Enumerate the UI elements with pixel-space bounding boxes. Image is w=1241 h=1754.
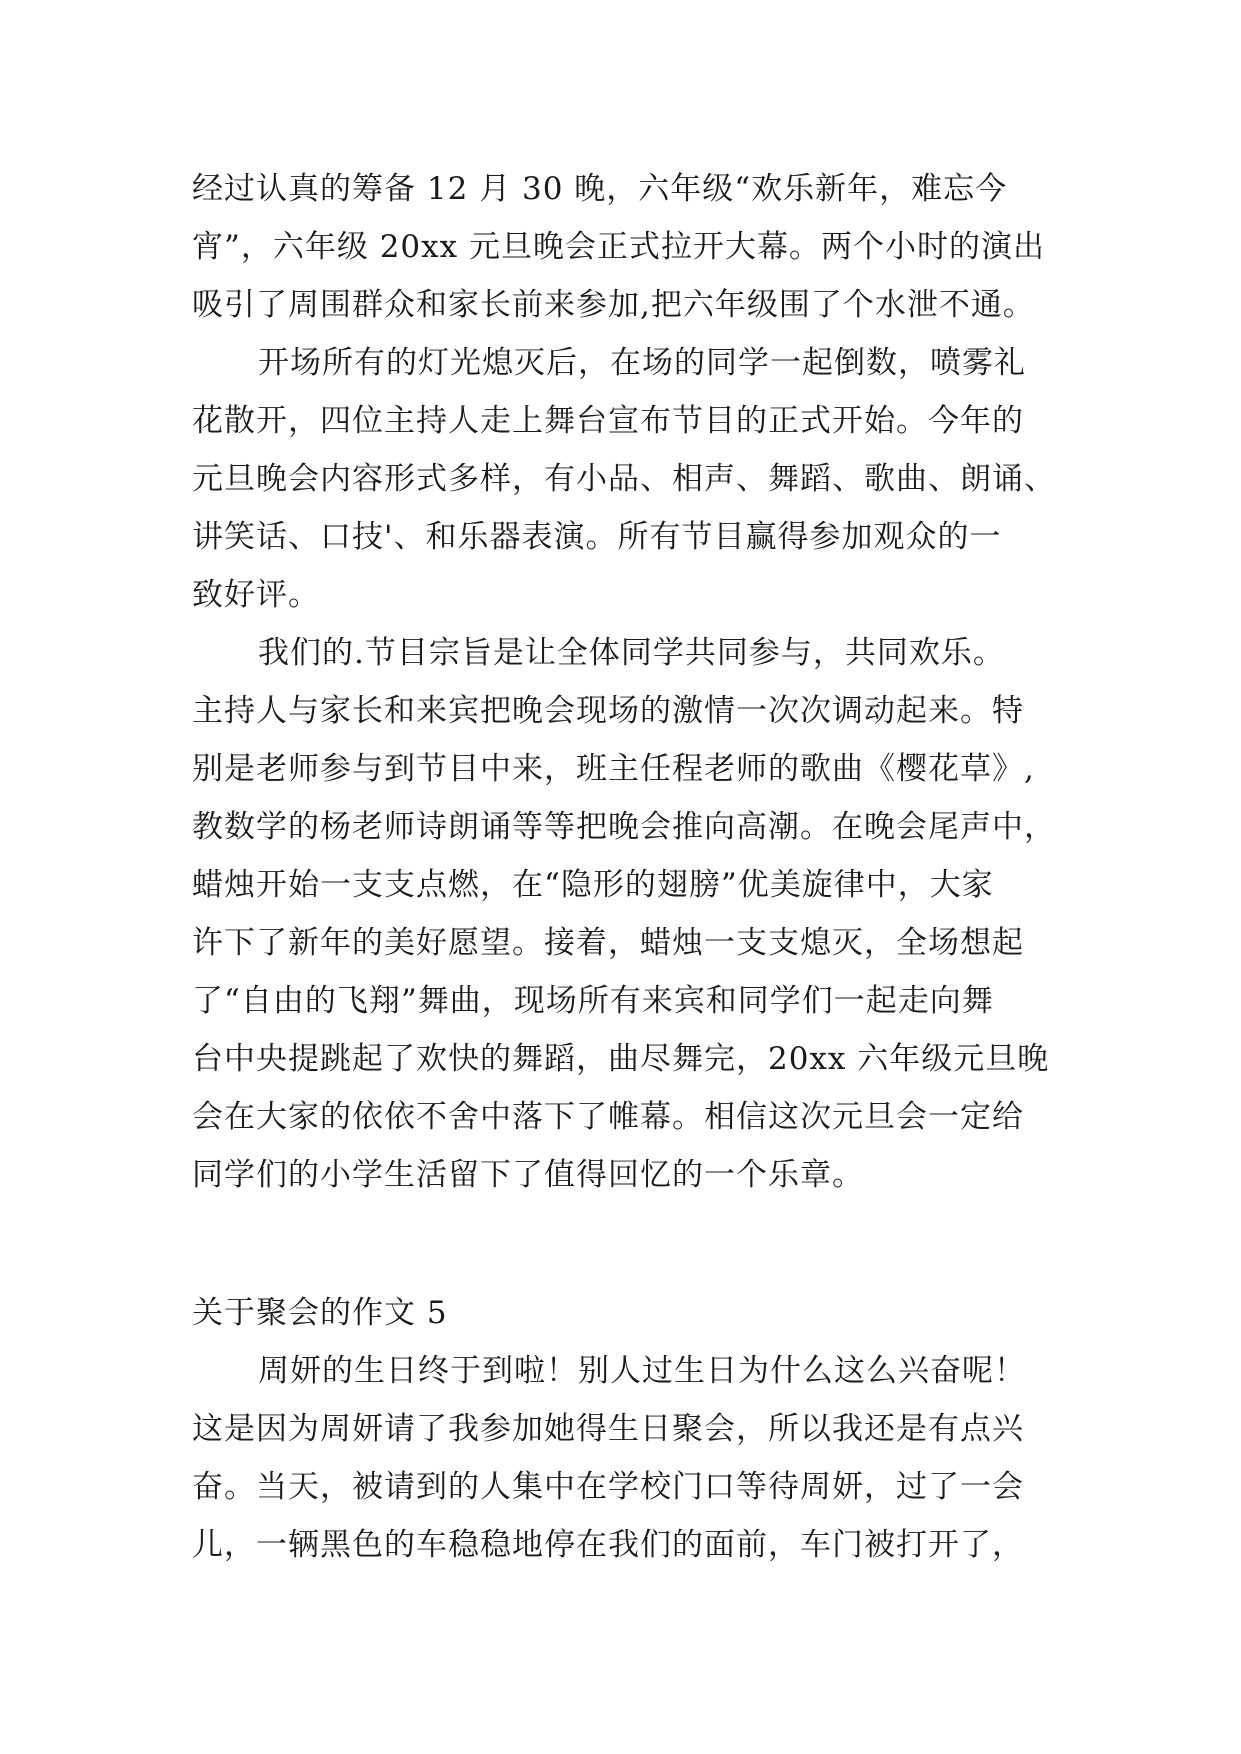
section-gap xyxy=(192,1204,1082,1284)
paragraph-1 xyxy=(192,160,1082,334)
paragraph-3 xyxy=(192,624,1082,1204)
text-line: 奋。当天，被请到的人集中在学校门口等待周妍，过了一会 xyxy=(192,1469,1024,1505)
text-line: 台中央提跳起了欢快的舞蹈，曲尽舞完，20xx 六年级元旦晚 xyxy=(192,1041,1050,1077)
paragraph-2 xyxy=(192,334,1082,624)
text-line: 主持人与家长和来宾把晚会现场的激情一次次调动起来。特 xyxy=(192,693,1024,729)
text-line: 致好评。 xyxy=(192,577,320,613)
text-line: 元旦晚会内容形式多样，有小品、相声、舞蹈、歌曲、朗诵、 xyxy=(192,461,1056,497)
text-line: 我们的.节目宗旨是让全体同学共同参与，共同欢乐。 xyxy=(258,635,1005,671)
text-line: 蜡烛开始一支支点燃，在“隐形的翅膀”优美旋律中，大家 xyxy=(192,867,994,903)
text-line: 讲笑话、口技'、和乐器表演。所有节目赢得参加观众的一 xyxy=(192,519,1002,555)
text-line: 教数学的杨老师诗朗诵等等把晚会推向高潮。在晚会尾声中， xyxy=(192,809,1056,845)
text-line: 别是老师参与到节目中来，班主任程老师的歌曲《樱花草》, xyxy=(192,751,1035,787)
text-line: 儿，一辆黑色的车稳稳地停在我们的面前，车门被打开了， xyxy=(192,1527,1024,1563)
section-heading: 关于聚会的作文 5 xyxy=(192,1295,448,1331)
text-line: 开场所有的灯光熄灭后，在场的同学一起倒数，喷雾礼 xyxy=(258,345,1026,381)
text-line: 花散开，四位主持人走上舞台宣布节目的正式开始。今年的 xyxy=(192,403,1024,439)
text-line: 许下了新年的美好愿望。接着，蜡烛一支支熄灭，全场想起 xyxy=(192,925,1024,961)
text-line: 了“自由的飞翔”舞曲，现场所有来宾和同学们一起走向舞 xyxy=(192,983,994,1019)
text-line: 会在大家的依依不舍中落下了帷幕。相信这次元旦会一定给 xyxy=(192,1099,1024,1135)
text-line: 周妍的生日终于到啦！别人过生日为什么这么兴奋呢！ xyxy=(258,1353,1026,1389)
paragraph-4 xyxy=(192,1342,1082,1574)
document-body xyxy=(192,160,1082,1574)
text-line: 吸引了周围群众和家长前来参加,把六年级围了个水泄不通。 xyxy=(192,287,1035,323)
text-line: 宵”，六年级 20xx 元旦晚会正式拉开大幕。两个小时的演出 xyxy=(192,229,1045,265)
text-line: 这是因为周妍请了我参加她得生日聚会，所以我还是有点兴 xyxy=(192,1411,1024,1447)
text-line: 经过认真的筹备 12 月 30 晚，六年级“欢乐新年，难忘今 xyxy=(192,171,1008,207)
text-line: 同学们的小学生活留下了值得回忆的一个乐章。 xyxy=(192,1157,864,1193)
